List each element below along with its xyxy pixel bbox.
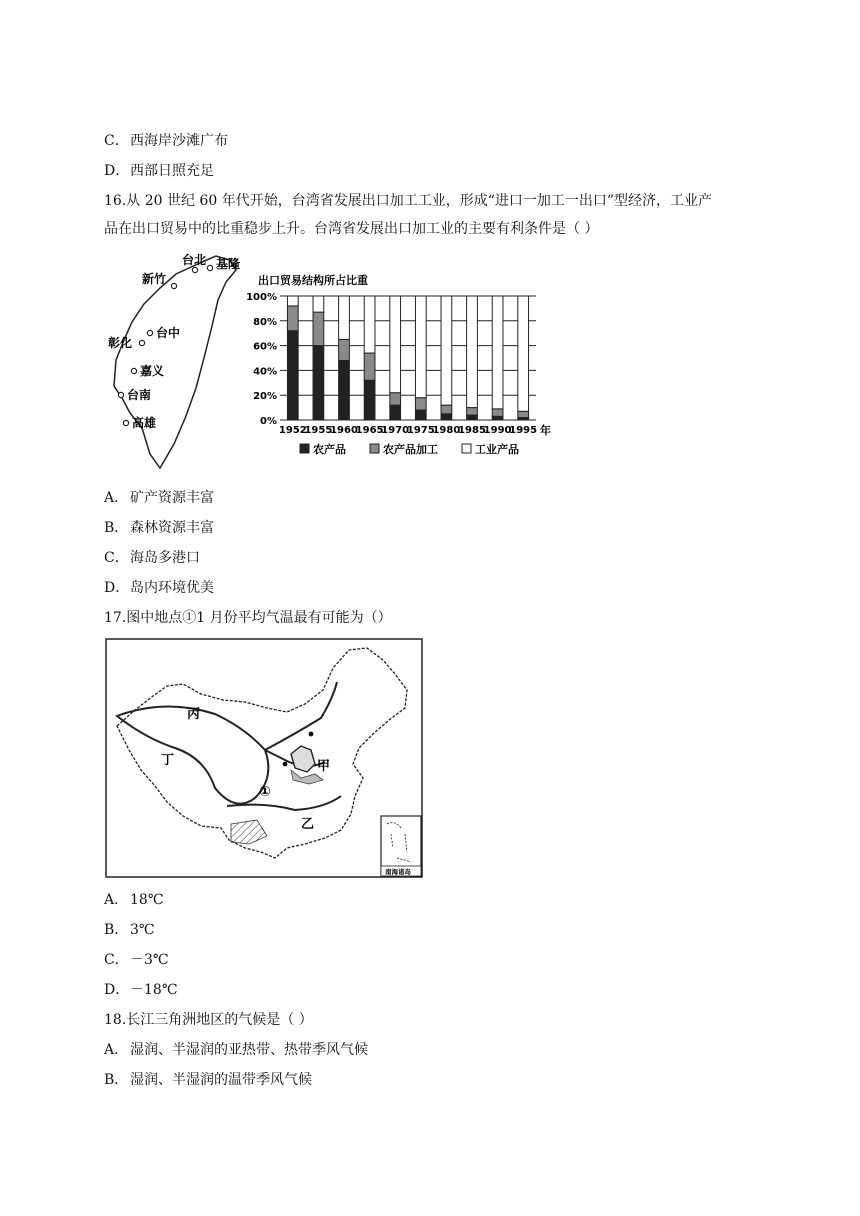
bar-segment-1 [415,398,426,410]
q16-stem-line2: 品在出口贸易中的比重稳步上升。台湾省发展出口加工业的主要有利条件是（ ） [104,221,599,237]
bar-segment-2 [390,296,401,393]
q18-option-b: B． 湿润、半湿润的温带季风气候 [104,1072,312,1088]
map-frame [106,639,422,877]
q16-option-d: D．岛内环境优美 [104,580,214,596]
city-dot-tainan [118,392,123,397]
bar-segment-2 [287,296,298,306]
city-label-taipei: 台北 [182,253,207,267]
bar-segment-1 [492,409,503,416]
x-tick-label: 1970 [381,425,410,436]
bar-segment-0 [339,360,350,420]
x-tick-label: 1955 [304,425,333,436]
export-structure-chart [240,268,560,460]
q17-stem: 17.图中地点①1 月份平均气温最有可能为（） [104,610,392,626]
y-tick-label: 40% [253,366,277,378]
city-label-kaohsiung: 高雄 [132,416,157,430]
q18-option-a: A． 湿润、半湿润的亚热带、热带季风气候 [104,1042,368,1058]
china-map [105,638,423,878]
y-tick-label: 100% [246,292,277,303]
label-yi: 乙 [301,817,315,832]
y-tick-label: 20% [253,391,277,403]
city-label-hsinchu: 新竹 [142,272,167,286]
bar-segment-0 [390,405,401,420]
city-label-taichung: 台中 [156,326,181,340]
bar-segment-1 [390,393,401,405]
city-label-chiayi: 嘉义 [140,364,165,378]
q17-option-a: A． 18℃ [104,892,164,908]
legend-label: 农产品 [313,443,346,456]
x-tick-label: 1985 [458,425,486,436]
bar-segment-1 [313,312,324,345]
bar-segment-2 [441,296,452,405]
city-dot-keelung [207,265,212,270]
bar-segment-2 [467,296,478,408]
y-tick-label: 60% [253,341,277,353]
q16-stem-line1: 16.从 20 世纪 60 年代开始，台湾省发展出口加工工业，形成“进口一加工一出口”型经济，工业产 [104,193,713,209]
bar-segment-2 [492,296,503,409]
bar-segment-2 [518,296,529,411]
bar-segment-0 [287,331,298,420]
x-tick-label: 1960 [330,425,358,436]
inset-caption: 南海诸岛 [385,868,411,876]
y-tick-label: 0% [260,416,277,427]
x-axis-unit: 年 [540,424,551,437]
bar-segment-1 [441,405,452,414]
bar-segment-2 [415,296,426,398]
bar-segment-0 [492,416,503,420]
city-label-tainan: 台南 [127,388,152,402]
q17-option-d: D．－18℃ [104,982,178,998]
city-dot-north [309,732,314,737]
label-ding: 丁 [161,753,175,768]
bar-segment-0 [415,410,426,420]
city-dot-center [283,762,288,767]
legend-swatch [370,444,379,453]
bar-segment-0 [364,380,375,420]
city-label-changhua: 彰化 [108,336,133,350]
city-dot-taichung [147,330,152,335]
legend-swatch [462,444,471,453]
x-tick-label: 1975 [406,425,435,436]
bar-segment-2 [339,296,350,339]
x-tick-label: 1980 [432,425,461,436]
q16-option-a: A． 矿产资源丰富 [104,490,214,506]
x-tick-label: 1995 [509,425,538,436]
q17-option-c: C．－3℃ [104,952,169,968]
legend-label: 工业产品 [475,443,519,456]
taiwan-map [104,248,254,478]
label-bing: 丙 [187,707,201,722]
bar-segment-2 [313,296,324,312]
q16-option-b: B． 森林资源丰富 [104,520,214,536]
chart-title: 出口贸易结构所占比重 [258,274,368,287]
x-tick-label: 1952 [278,425,307,436]
city-dot-chiayi [131,368,136,373]
city-dot-kaohsiung [123,420,128,425]
x-tick-label: 1990 [483,425,512,436]
q15-option-d: D．西部日照充足 [104,163,214,179]
q16-option-c: C．海岛多港口 [104,550,200,566]
label-point1: ① [259,784,271,800]
bar-segment-1 [518,411,529,417]
x-tick-label: 1965 [355,425,384,436]
city-dot-taipei [192,267,197,272]
bar-segment-2 [364,296,375,353]
city-dot-changhua [139,340,144,345]
bar-segment-1 [339,339,350,360]
bar-segment-1 [364,353,375,380]
y-tick-label: 80% [253,316,277,328]
bar-segment-0 [441,414,452,420]
q17-option-b: B． 3℃ [104,922,155,938]
city-dot-hsinchu [171,283,176,288]
legend-swatch [300,444,309,453]
q18-stem: 18.长江三角洲地区的气候是（ ） [104,1012,313,1028]
bar-segment-1 [467,408,478,415]
legend-label: 农产品加工 [383,443,438,456]
label-jia: 甲 [317,759,331,774]
bar-segment-0 [467,415,478,420]
city-label-keelung: 基隆 [216,257,241,271]
q15-option-c: C．西海岸沙滩广布 [104,133,228,149]
bar-segment-0 [313,346,324,420]
bar-segment-1 [287,306,298,331]
